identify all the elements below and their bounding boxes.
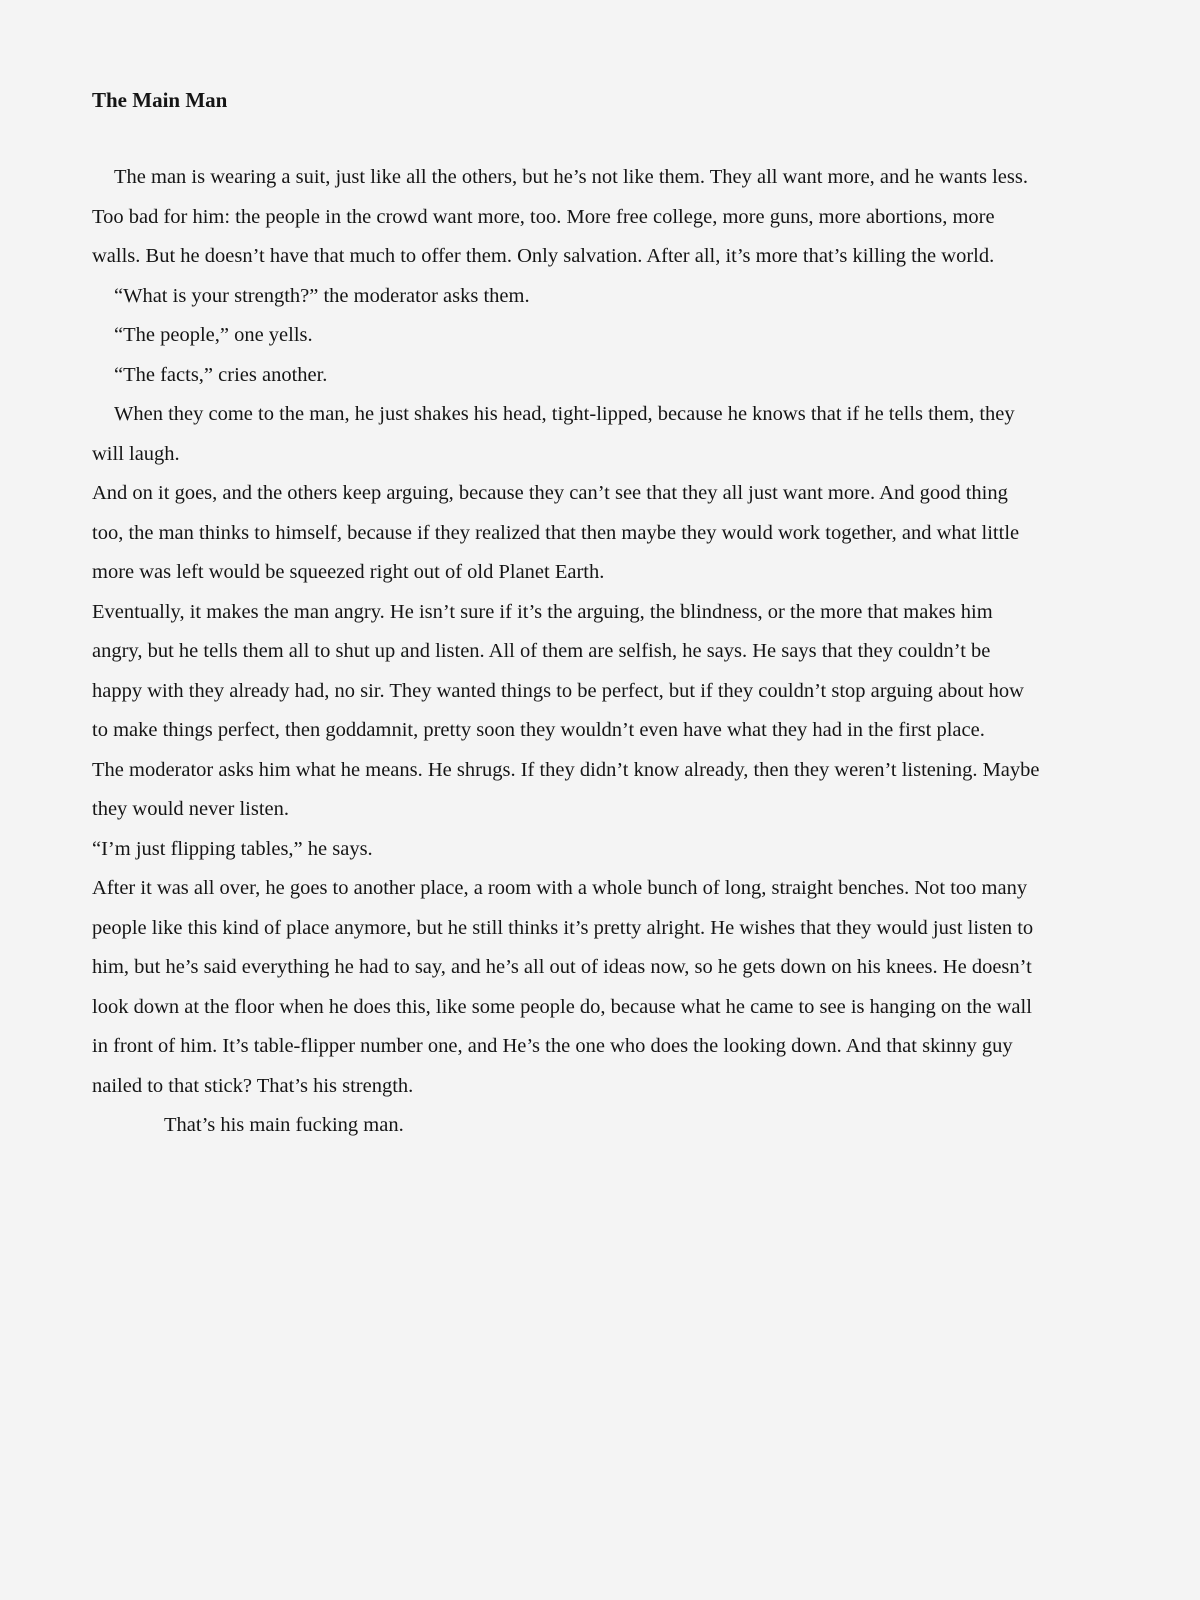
story-line: too, the man thinks to himself, because if they realized that then maybe they would work together, and what little	[92, 521, 1020, 544]
story-line: Too bad for him: the people in the crowd want more, too. More free college, more guns, more abortions, more	[92, 205, 995, 228]
story-paragraph	[92, 593, 1120, 751]
story-paragraph	[92, 751, 1120, 830]
story-paragraph	[92, 1106, 1120, 1146]
story-paragraph	[92, 277, 1120, 317]
document-title: The Main Man	[92, 88, 228, 112]
story-line: they would never listen.	[92, 798, 289, 820]
story-line: look down at the floor when he does this, like some people do, because what he came to see is hanging on the wall	[92, 995, 1032, 1018]
story-line: in front of him. It’s table-flipper number one, and He’s the one who does the looking down. And that skinny guy	[92, 1035, 1013, 1057]
story-line: That’s his main fucking man.	[164, 1114, 404, 1136]
story-line: will laugh.	[92, 442, 180, 465]
story-paragraph	[92, 830, 1120, 870]
story-line: “The people,” one yells.	[114, 324, 313, 346]
story-line: him, but he’s said everything he had to say, and he’s all out of ideas now, so he gets down on his knees. He doesn’t	[92, 956, 1032, 978]
story-line: walls. But he doesn’t have that much to offer them. Only salvation. After all, it’s more that’s killing the world.	[92, 245, 995, 267]
document-page	[92, 82, 1120, 1146]
story-line: The moderator asks him what he means. He shrugs. If they didn’t know already, then they weren’t listening. Maybe	[92, 758, 1040, 781]
story-line: nailed to that stick? That’s his strength.	[92, 1074, 414, 1097]
story-line: happy with they already had, no sir. They wanted things to be perfect, but if they couldn’t stop arguing about how	[92, 679, 1024, 702]
story-line: more was left would be squeezed right out of old Planet Earth.	[92, 561, 605, 583]
story-line: “I’m just flipping tables,” he says.	[92, 837, 373, 860]
story-line: “The facts,” cries another.	[114, 363, 328, 386]
story-line: And on it goes, and the others keep arguing, because they can’t see that they all just want more. And good thing	[92, 482, 1008, 504]
story-body	[92, 158, 1120, 1146]
story-line: Eventually, it makes the man angry. He isn’t sure if it’s the arguing, the blindness, or the more that makes him	[92, 600, 993, 623]
story-paragraph	[92, 356, 1120, 396]
story-line: After it was all over, he goes to another place, a room with a whole bunch of long, straight benches. Not too many	[92, 877, 1028, 899]
story-line: to make things perfect, then goddamnit, pretty soon they wouldn’t even have what they had in the first place.	[92, 719, 985, 741]
story-line: The man is wearing a suit, just like all the others, but he’s not like them. They all want more, and he wants less.	[114, 166, 1028, 188]
story-line: angry, but he tells them all to shut up and listen. All of them are selfish, he says. He says that they couldn’t be	[92, 640, 991, 662]
story-paragraph	[92, 395, 1120, 474]
story-line: people like this kind of place anymore, but he still thinks it’s pretty alright. He wishes that they would just listen to	[92, 916, 1034, 939]
story-line: When they come to the man, he just shakes his head, tight-lipped, because he knows that if he tells them, they	[114, 403, 1015, 425]
story-paragraph	[92, 474, 1120, 593]
story-line: “What is your strength?” the moderator asks them.	[114, 284, 530, 307]
story-paragraph	[92, 158, 1120, 277]
story-paragraph	[92, 316, 1120, 356]
story-paragraph	[92, 869, 1120, 1106]
